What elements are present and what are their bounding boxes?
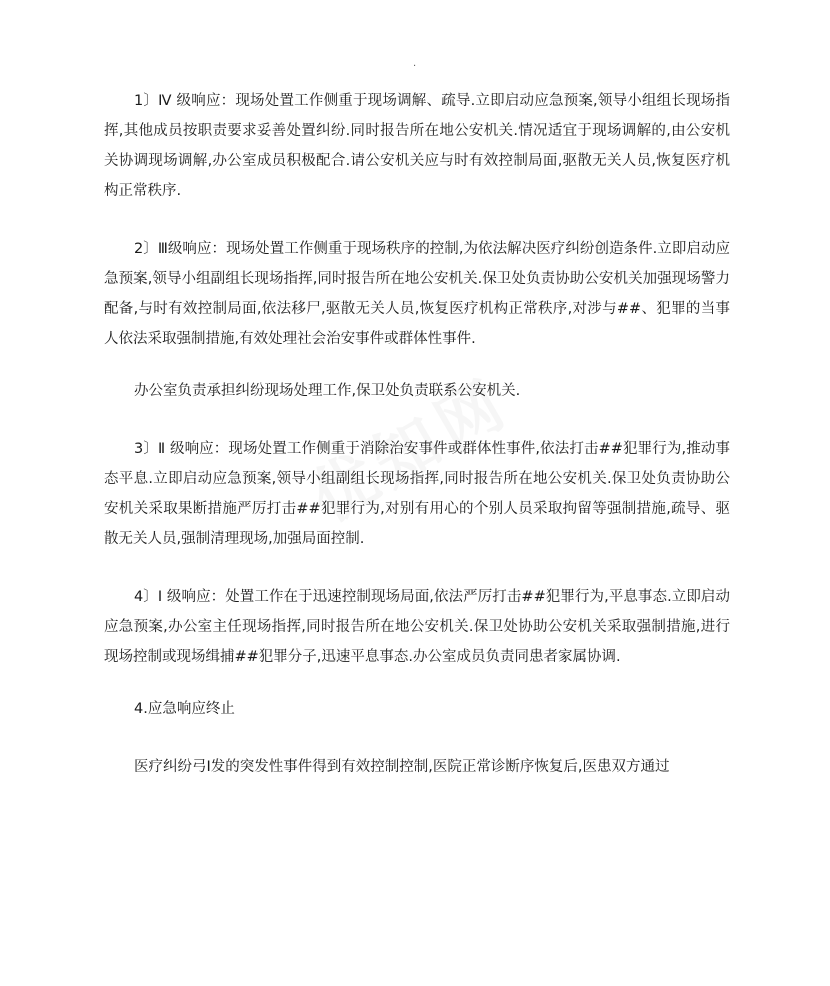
paragraph-level-3-response: 2〕Ⅲ级响应：现场处置工作侧重于现场秩序的控制,为依法解决医疗纠纷创造条件.立即启动应急预案,领导小组副组长现场指挥,同时报告所在地公安机关.保卫处负责协助公安机关加强现场警力配备,与时有效控制局面,依法移尸,驱散无关人员,恢复医疗机构正常秩序,对涉与##、犯罪的当事人依法采取强制措施,有效处理社会治安事件或群体性事件. xyxy=(104,241,730,347)
paragraph-level-2-response: 3〕Ⅱ 级响应：现场处置工作侧重于消除治安事件或群体性事件,依法打击##犯罪行为,推动事态平息.立即启动应急预案,领导小组副组长现场指挥,同时报告所在地公安机关.保卫处负责协助公安机关采取果断措施严厉打击##犯罪行为,对别有用心的个别人员采取拘留等强制措施,疏导、驱散无关人员,强制清理现场,加强局面控制. xyxy=(104,441,730,547)
paragraph-level-4-response: 1〕Ⅳ 级响应：现场处置工作侧重于现场调解、疏导.立即启动应急预案,领导小组组长现场指挥,其他成员按职责要求妥善处置纠纷.同时报告所在地公安机关.情况适宜于现场调解的,由公安机关协调现场调解,办公室成员积极配合.请公安机关应与时有效控制局面,驱散无关人员,恢复医疗机构正常秩序. xyxy=(104,93,730,199)
paragraph-office-duty: 办公室负责承担纠纷现场处理工作,保卫处负责联系公安机关. xyxy=(134,383,521,399)
page-mark: . xyxy=(413,58,417,69)
paragraph-termination-text: 医疗纠纷弓Ⅰ发的突发性事件得到有效控制控制,医院正常诊断序恢复后,医患双方通过 xyxy=(134,759,670,775)
document-body xyxy=(104,86,730,782)
section-heading-response-termination: 4.应急响应终止 xyxy=(134,701,235,717)
paragraph-level-1-response: 4〕Ⅰ 级响应：处置工作在于迅速控制现场局面,依法严厉打击##犯罪行为,平息事态.立即启动应急预案,办公室主任现场指挥,同时报告所在地公安机关.保卫处协助公安机关采取强制措施,进行现场控制或现场缉捕##犯罪分子,迅速平息事态.办公室成员负责同患者家属协调. xyxy=(104,589,730,665)
